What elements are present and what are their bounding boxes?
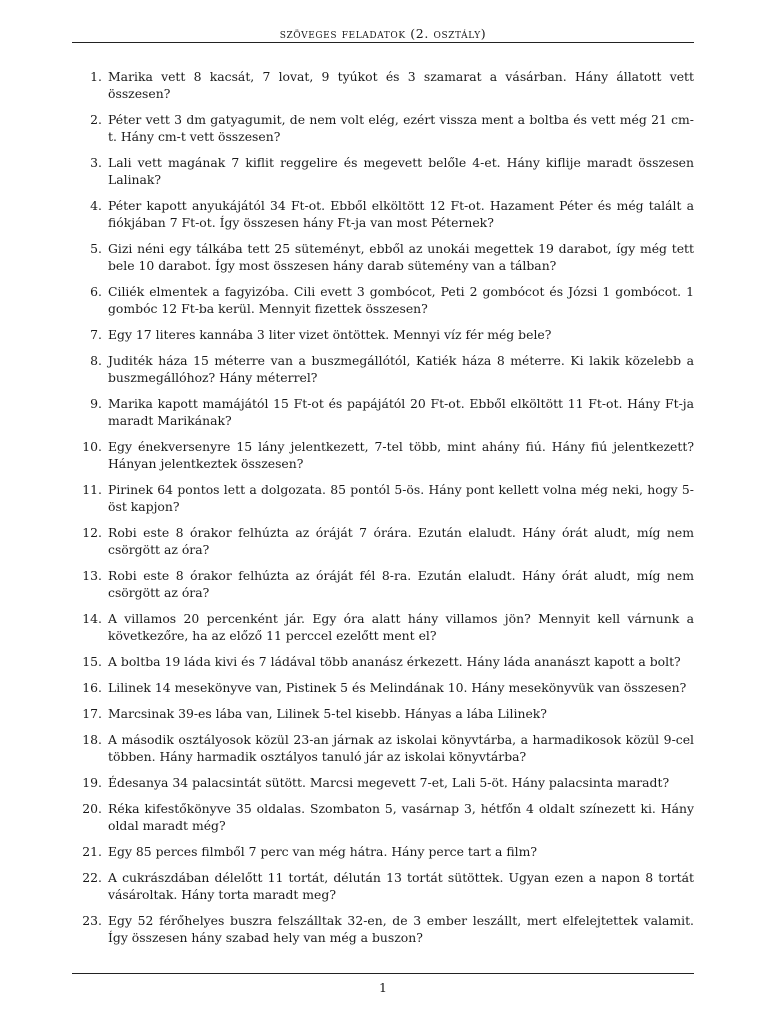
- problem-number: 1.: [90, 69, 102, 84]
- problem-text: Robi este 8 órakor felhúzta az óráját fél 8-ra. Ezután elaludt. Hány órát aludt, míg nem csörgött az óra?: [108, 568, 694, 600]
- problem-number: 13.: [82, 568, 102, 583]
- problem-number: 6.: [90, 284, 102, 299]
- problem-text: Marcsinak 39-es lába van, Lilinek 5-tel kisebb. Hányas a lába Lilinek?: [108, 706, 547, 721]
- problem-text: Réka kifestőkönyve 35 oldalas. Szombaton 5, vasárnap 3, hétfőn 4 oldalt színezett ki. Hány oldal maradt még?: [108, 801, 694, 833]
- problem-number: 17.: [82, 706, 102, 721]
- problem-text: Pirinek 64 pontos lett a dolgozata. 85 pontól 5-ös. Hány pont kellett volna még neki, hogy 5-öst kapjon?: [108, 482, 694, 514]
- problem-item: [72, 679, 694, 696]
- problem-number: 22.: [82, 870, 102, 885]
- problem-list: [72, 68, 694, 955]
- problem-number: 7.: [90, 327, 102, 342]
- header-rule: [72, 42, 694, 43]
- page-number: 1: [379, 980, 387, 995]
- problem-text: Egy 17 literes kannába 3 liter vizet öntöttek. Mennyi víz fér még bele?: [108, 327, 552, 342]
- problem-item: [72, 154, 694, 188]
- problem-item: [72, 395, 694, 429]
- problem-number: 8.: [90, 353, 102, 368]
- problem-number: 10.: [82, 439, 102, 454]
- problem-text: Juditék háza 15 méterre van a buszmegállótól, Katiék háza 8 méterre. Ki lakik közelebb a buszmegállóhoz? Hány méterrel?: [108, 353, 694, 385]
- problem-number: 21.: [82, 844, 102, 859]
- footer-rule: [72, 973, 694, 974]
- problem-number: 20.: [82, 801, 102, 816]
- problem-item: [72, 653, 694, 670]
- problem-text: Gizi néni egy tálkába tett 25 süteményt, ebből az unokái megettek 19 darabot, így még tett bele 10 darabot. Így most összesen hány darab sütemény van a tálban?: [108, 241, 694, 273]
- problem-text: Marika vett 8 kacsát, 7 lovat, 9 tyúkot és 3 szamarat a vásárban. Hány állatott vett összesen?: [108, 69, 694, 101]
- problem-text: A cukrászdában délelőtt 11 tortát, délután 13 tortát sütöttek. Ugyan ezen a napon 8 tortát vásároltak. Hány torta maradt meg?: [108, 870, 694, 902]
- problem-text: Egy 85 perces filmből 7 perc van még hátra. Hány perce tart a film?: [108, 844, 537, 859]
- problem-number: 2.: [90, 112, 102, 127]
- problem-number: 11.: [82, 482, 102, 497]
- problem-item: [72, 481, 694, 515]
- problem-item: [72, 352, 694, 386]
- problem-text: Péter vett 3 dm gatyagumit, de nem volt elég, ezért vissza ment a boltba és vett még 21 cm-t. Hány cm-t vett összesen?: [108, 112, 694, 144]
- problem-number: 9.: [90, 396, 102, 411]
- problem-text: Édesanya 34 palacsintát sütött. Marcsi megevett 7-et, Lali 5-öt. Hány palacsinta maradt?: [108, 775, 670, 790]
- problem-number: 12.: [82, 525, 102, 540]
- problem-item: [72, 912, 694, 946]
- problem-text: A boltba 19 láda kivi és 7 ládával több ananász érkezett. Hány láda ananászt kapott a bolt?: [108, 654, 681, 669]
- problem-text: Egy énekversenyre 15 lány jelentkezett, 7-tel több, mint ahány fiú. Hány fiú jelentkezett? Hányan jelentkeztek összesen?: [108, 439, 694, 471]
- problem-item: [72, 774, 694, 791]
- problem-text: A villamos 20 percenként jár. Egy óra alatt hány villamos jön? Mennyit kell várnunk a következőre, ha az előző 11 perccel ezelőtt ment el?: [108, 611, 694, 643]
- problem-number: 4.: [90, 198, 102, 213]
- problem-number: 5.: [90, 241, 102, 256]
- problem-text: Robi este 8 órakor felhúzta az óráját 7 órára. Ezután elaludt. Hány órát aludt, míg nem csörgött az óra?: [108, 525, 694, 557]
- problem-text: Ciliék elmentek a fagyizóba. Cili evett 3 gombócot, Peti 2 gombócot és Józsi 1 gombócot. 1 gombóc 12 Ft-ba kerül. Mennyit fizettek összesen?: [108, 284, 694, 316]
- problem-item: [72, 197, 694, 231]
- problem-item: [72, 800, 694, 834]
- problem-item: [72, 869, 694, 903]
- problem-item: [72, 283, 694, 317]
- problem-item: [72, 326, 694, 343]
- problem-item: [72, 111, 694, 145]
- problem-item: [72, 438, 694, 472]
- problem-item: [72, 567, 694, 601]
- problem-text: A második osztályosok közül 23-an járnak az iskolai könyvtárba, a harmadikosok közül 9-cel többen. Hány harmadik osztályos tanuló jár az iskolai könyvtárba?: [108, 732, 694, 764]
- page-header: szöveges feladatok (2. osztály): [279, 26, 487, 41]
- problem-item: [72, 240, 694, 274]
- problem-item: [72, 68, 694, 102]
- problem-item: [72, 705, 694, 722]
- problem-text: Egy 52 férőhelyes buszra felszálltak 32-en, de 3 ember leszállt, mert elfelejtettek valamit. Így összesen hány szabad hely van még a buszon?: [108, 913, 694, 945]
- problem-number: 14.: [82, 611, 102, 626]
- problem-number: 15.: [82, 654, 102, 669]
- problem-item: [72, 610, 694, 644]
- problem-number: 23.: [82, 913, 102, 928]
- problem-text: Lali vett magának 7 kiflit reggelire és megevett belőle 4-et. Hány kiflije maradt összesen Lalinak?: [108, 155, 694, 187]
- problem-item: [72, 524, 694, 558]
- problem-number: 18.: [82, 732, 102, 747]
- problem-text: Lilinek 14 mesekönyve van, Pistinek 5 és Melindának 10. Hány mesekönyvük van összesen?: [108, 680, 687, 695]
- problem-item: [72, 843, 694, 860]
- problem-number: 19.: [82, 775, 102, 790]
- problem-text: Marika kapott mamájától 15 Ft-ot és papájától 20 Ft-ot. Ebből elköltött 11 Ft-ot. Hány Ft-ja maradt Marikának?: [108, 396, 694, 428]
- problem-number: 3.: [90, 155, 102, 170]
- problem-item: [72, 731, 694, 765]
- problem-text: Péter kapott anyukájától 34 Ft-ot. Ebből elköltött 12 Ft-ot. Hazament Péter és még talált a fiókjában 7 Ft-ot. Így összesen hány Ft-ja van most Péternek?: [108, 198, 694, 230]
- problem-number: 16.: [82, 680, 102, 695]
